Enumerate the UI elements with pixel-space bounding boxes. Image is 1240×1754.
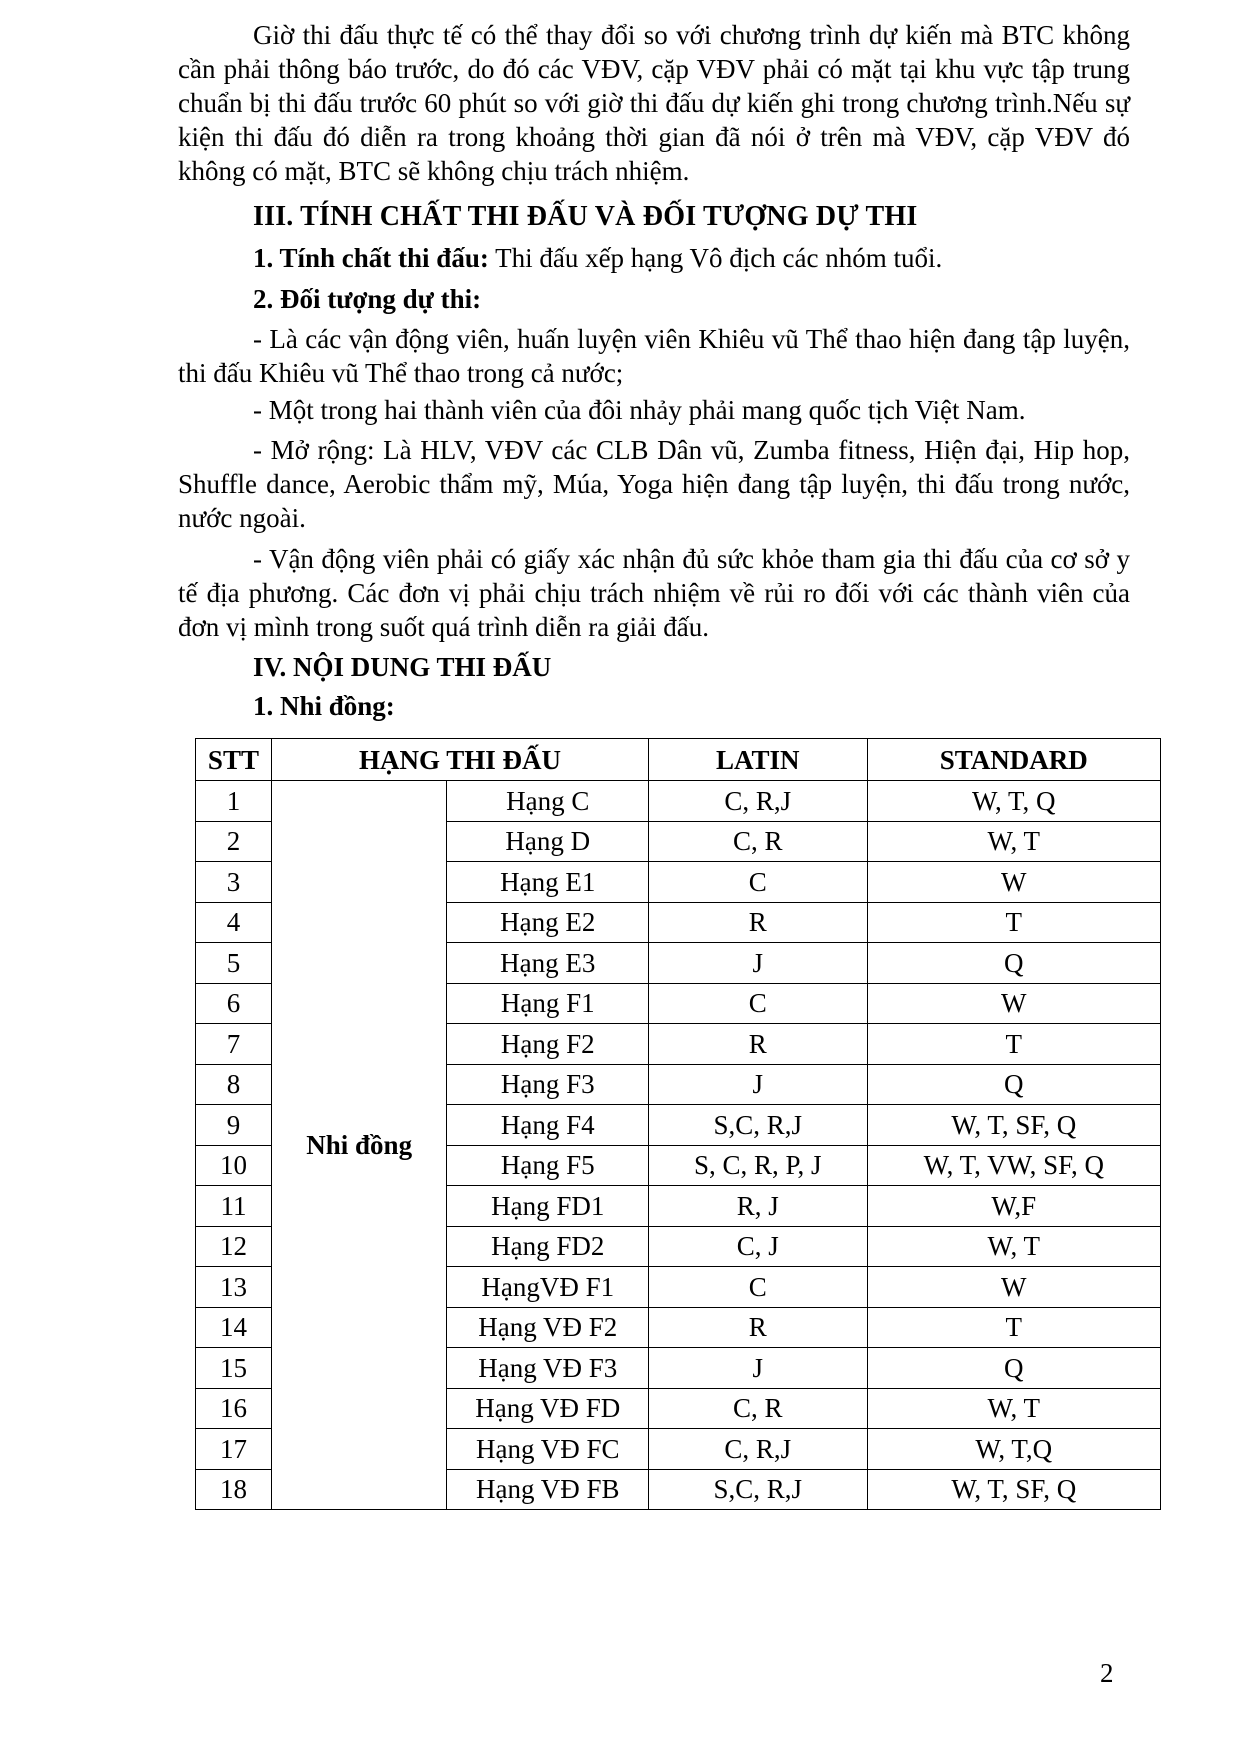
header-hang-thi-dau: HẠNG THI ĐẤU	[271, 739, 648, 781]
section-3-item-2-label: 2. Đối tượng dự thi:	[253, 284, 482, 314]
cell-latin: R	[649, 902, 867, 943]
cell-hang: Hạng VĐ F3	[447, 1348, 649, 1389]
cell-hang: Hạng F1	[447, 983, 649, 1024]
cell-hang: Hạng F2	[447, 1024, 649, 1065]
cell-stt: 13	[196, 1267, 272, 1308]
cell-stt: 16	[196, 1388, 272, 1429]
cell-hang: Hạng E2	[447, 902, 649, 943]
cell-stt: 6	[196, 983, 272, 1024]
cell-standard: W, T,Q	[867, 1429, 1160, 1470]
cell-latin: J	[649, 1064, 867, 1105]
page-number: 2	[1100, 1658, 1114, 1688]
cell-hang: HạngVĐ F1	[447, 1267, 649, 1308]
cell-latin: C, R	[649, 1388, 867, 1429]
cell-latin: S,C, R,J	[649, 1105, 867, 1146]
cell-hang: Hạng VĐ FD	[447, 1388, 649, 1429]
item-1-text: Thi đấu xếp hạng Vô địch các nhóm tuổi.	[488, 243, 943, 273]
bullet-1: - Là các vận động viên, huấn luyện viên Khiêu vũ Thể thao hiện đang tập luyện, thi đấu Khiêu vũ Thể thao trong cả nước;	[178, 324, 1130, 388]
cell-latin: C, R,J	[649, 1429, 867, 1470]
header-stt: STT	[196, 739, 272, 781]
table-row	[196, 781, 1161, 822]
cell-stt: 11	[196, 1186, 272, 1227]
cell-stt: 4	[196, 902, 272, 943]
cell-latin: J	[649, 943, 867, 984]
bullet-2: - Một trong hai thành viên của đôi nhảy phải mang quốc tịch Việt Nam.	[253, 395, 1026, 425]
cell-hang: Hạng E3	[447, 943, 649, 984]
cell-latin: C	[649, 983, 867, 1024]
cell-stt: 18	[196, 1469, 272, 1510]
cell-hang: Hạng VĐ F2	[447, 1307, 649, 1348]
cell-standard: T	[867, 1024, 1160, 1065]
cell-standard: Q	[867, 943, 1160, 984]
cell-latin: C, J	[649, 1226, 867, 1267]
cell-stt: 1	[196, 781, 272, 822]
cell-standard: T	[867, 1307, 1160, 1348]
cell-standard: W	[867, 862, 1160, 903]
section-4-subheading: 1. Nhi đồng:	[253, 691, 395, 721]
cell-standard: W	[867, 983, 1160, 1024]
cell-stt: 2	[196, 821, 272, 862]
cell-standard: Q	[867, 1348, 1160, 1389]
bullet-4: - Vận động viên phải có giấy xác nhận đủ sức khỏe tham gia thi đấu của cơ sở y tế địa phương. Các đơn vị phải chịu trách nhiệm về rủi ro đối với các thành viên của đơn vị mình trong suốt quá trình diễn ra giải đấu.	[178, 544, 1130, 642]
cell-stt: 15	[196, 1348, 272, 1389]
cell-hang: Hạng F3	[447, 1064, 649, 1105]
cell-stt: 12	[196, 1226, 272, 1267]
table-header-row	[196, 739, 1161, 781]
cell-latin: C, R	[649, 821, 867, 862]
cell-standard: W, T	[867, 821, 1160, 862]
cell-hang: Hạng E1	[447, 862, 649, 903]
cell-stt: 8	[196, 1064, 272, 1105]
cell-stt: 10	[196, 1145, 272, 1186]
cell-latin: R, J	[649, 1186, 867, 1227]
cell-standard: T	[867, 902, 1160, 943]
cell-latin: J	[649, 1348, 867, 1389]
cell-hang: Hạng VĐ FB	[447, 1469, 649, 1510]
item-1-label: 1. Tính chất thi đấu:	[253, 243, 489, 273]
cell-latin: C	[649, 1267, 867, 1308]
cell-standard: W	[867, 1267, 1160, 1308]
header-standard: STANDARD	[867, 739, 1160, 781]
cell-hang: Hạng C	[447, 781, 649, 822]
cell-stt: 17	[196, 1429, 272, 1470]
header-latin: LATIN	[649, 739, 867, 781]
cell-standard: W, T, SF, Q	[867, 1469, 1160, 1510]
cell-standard: W, T, VW, SF, Q	[867, 1145, 1160, 1186]
cell-hang: Hạng F4	[447, 1105, 649, 1146]
cell-latin: R	[649, 1024, 867, 1065]
cell-standard: W, T, SF, Q	[867, 1105, 1160, 1146]
cell-latin: C, R,J	[649, 781, 867, 822]
cell-latin: C	[649, 862, 867, 903]
cell-latin: S,C, R,J	[649, 1469, 867, 1510]
section-4-heading: IV. NỘI DUNG THI ĐẤU	[253, 652, 552, 682]
cell-hang: Hạng D	[447, 821, 649, 862]
cell-hang: Hạng FD2	[447, 1226, 649, 1267]
cell-stt: 5	[196, 943, 272, 984]
cell-stt: 14	[196, 1307, 272, 1348]
cell-stt: 9	[196, 1105, 272, 1146]
cell-standard: Q	[867, 1064, 1160, 1105]
cell-standard: W,F	[867, 1186, 1160, 1227]
bullet-3: - Mở rộng: Là HLV, VĐV các CLB Dân vũ, Zumba fitness, Hiện đại, Hip hop, Shuffle dance, Aerobic thẩm mỹ, Múa, Yoga hiện đang tập luyện, thi đấu trong nước, nước ngoài.	[178, 435, 1130, 533]
competition-table	[195, 738, 1161, 1510]
cell-latin: R	[649, 1307, 867, 1348]
cell-standard: W, T, Q	[867, 781, 1160, 822]
cell-standard: W, T	[867, 1388, 1160, 1429]
cell-hang: Hạng FD1	[447, 1186, 649, 1227]
section-3-item-1	[253, 241, 942, 275]
cell-stt: 3	[196, 862, 272, 903]
cell-standard: W, T	[867, 1226, 1160, 1267]
cell-stt: 7	[196, 1024, 272, 1065]
group-label: Nhi đồng	[271, 781, 447, 1510]
intro-paragraph: Giờ thi đấu thực tế có thể thay đổi so với chương trình dự kiến mà BTC không cần phải thông báo trước, do đó các VĐV, cặp VĐV phải có mặt tại khu vực tập trung chuẩn bị thi đấu trước 60 phút so với giờ thi đấu dự kiến ghi trong chương trình.Nếu sự kiện thi đấu đó diễn ra trong khoảng thời gian đã nói ở trên mà VĐV, cặp VĐV đó không có mặt, BTC sẽ không chịu trách nhiệm.	[178, 20, 1130, 186]
section-3-heading: III. TÍNH CHẤT THI ĐẤU VÀ ĐỐI TƯỢNG DỰ THI	[253, 201, 918, 232]
cell-hang: Hạng VĐ FC	[447, 1429, 649, 1470]
cell-hang: Hạng F5	[447, 1145, 649, 1186]
cell-latin: S, C, R, P, J	[649, 1145, 867, 1186]
